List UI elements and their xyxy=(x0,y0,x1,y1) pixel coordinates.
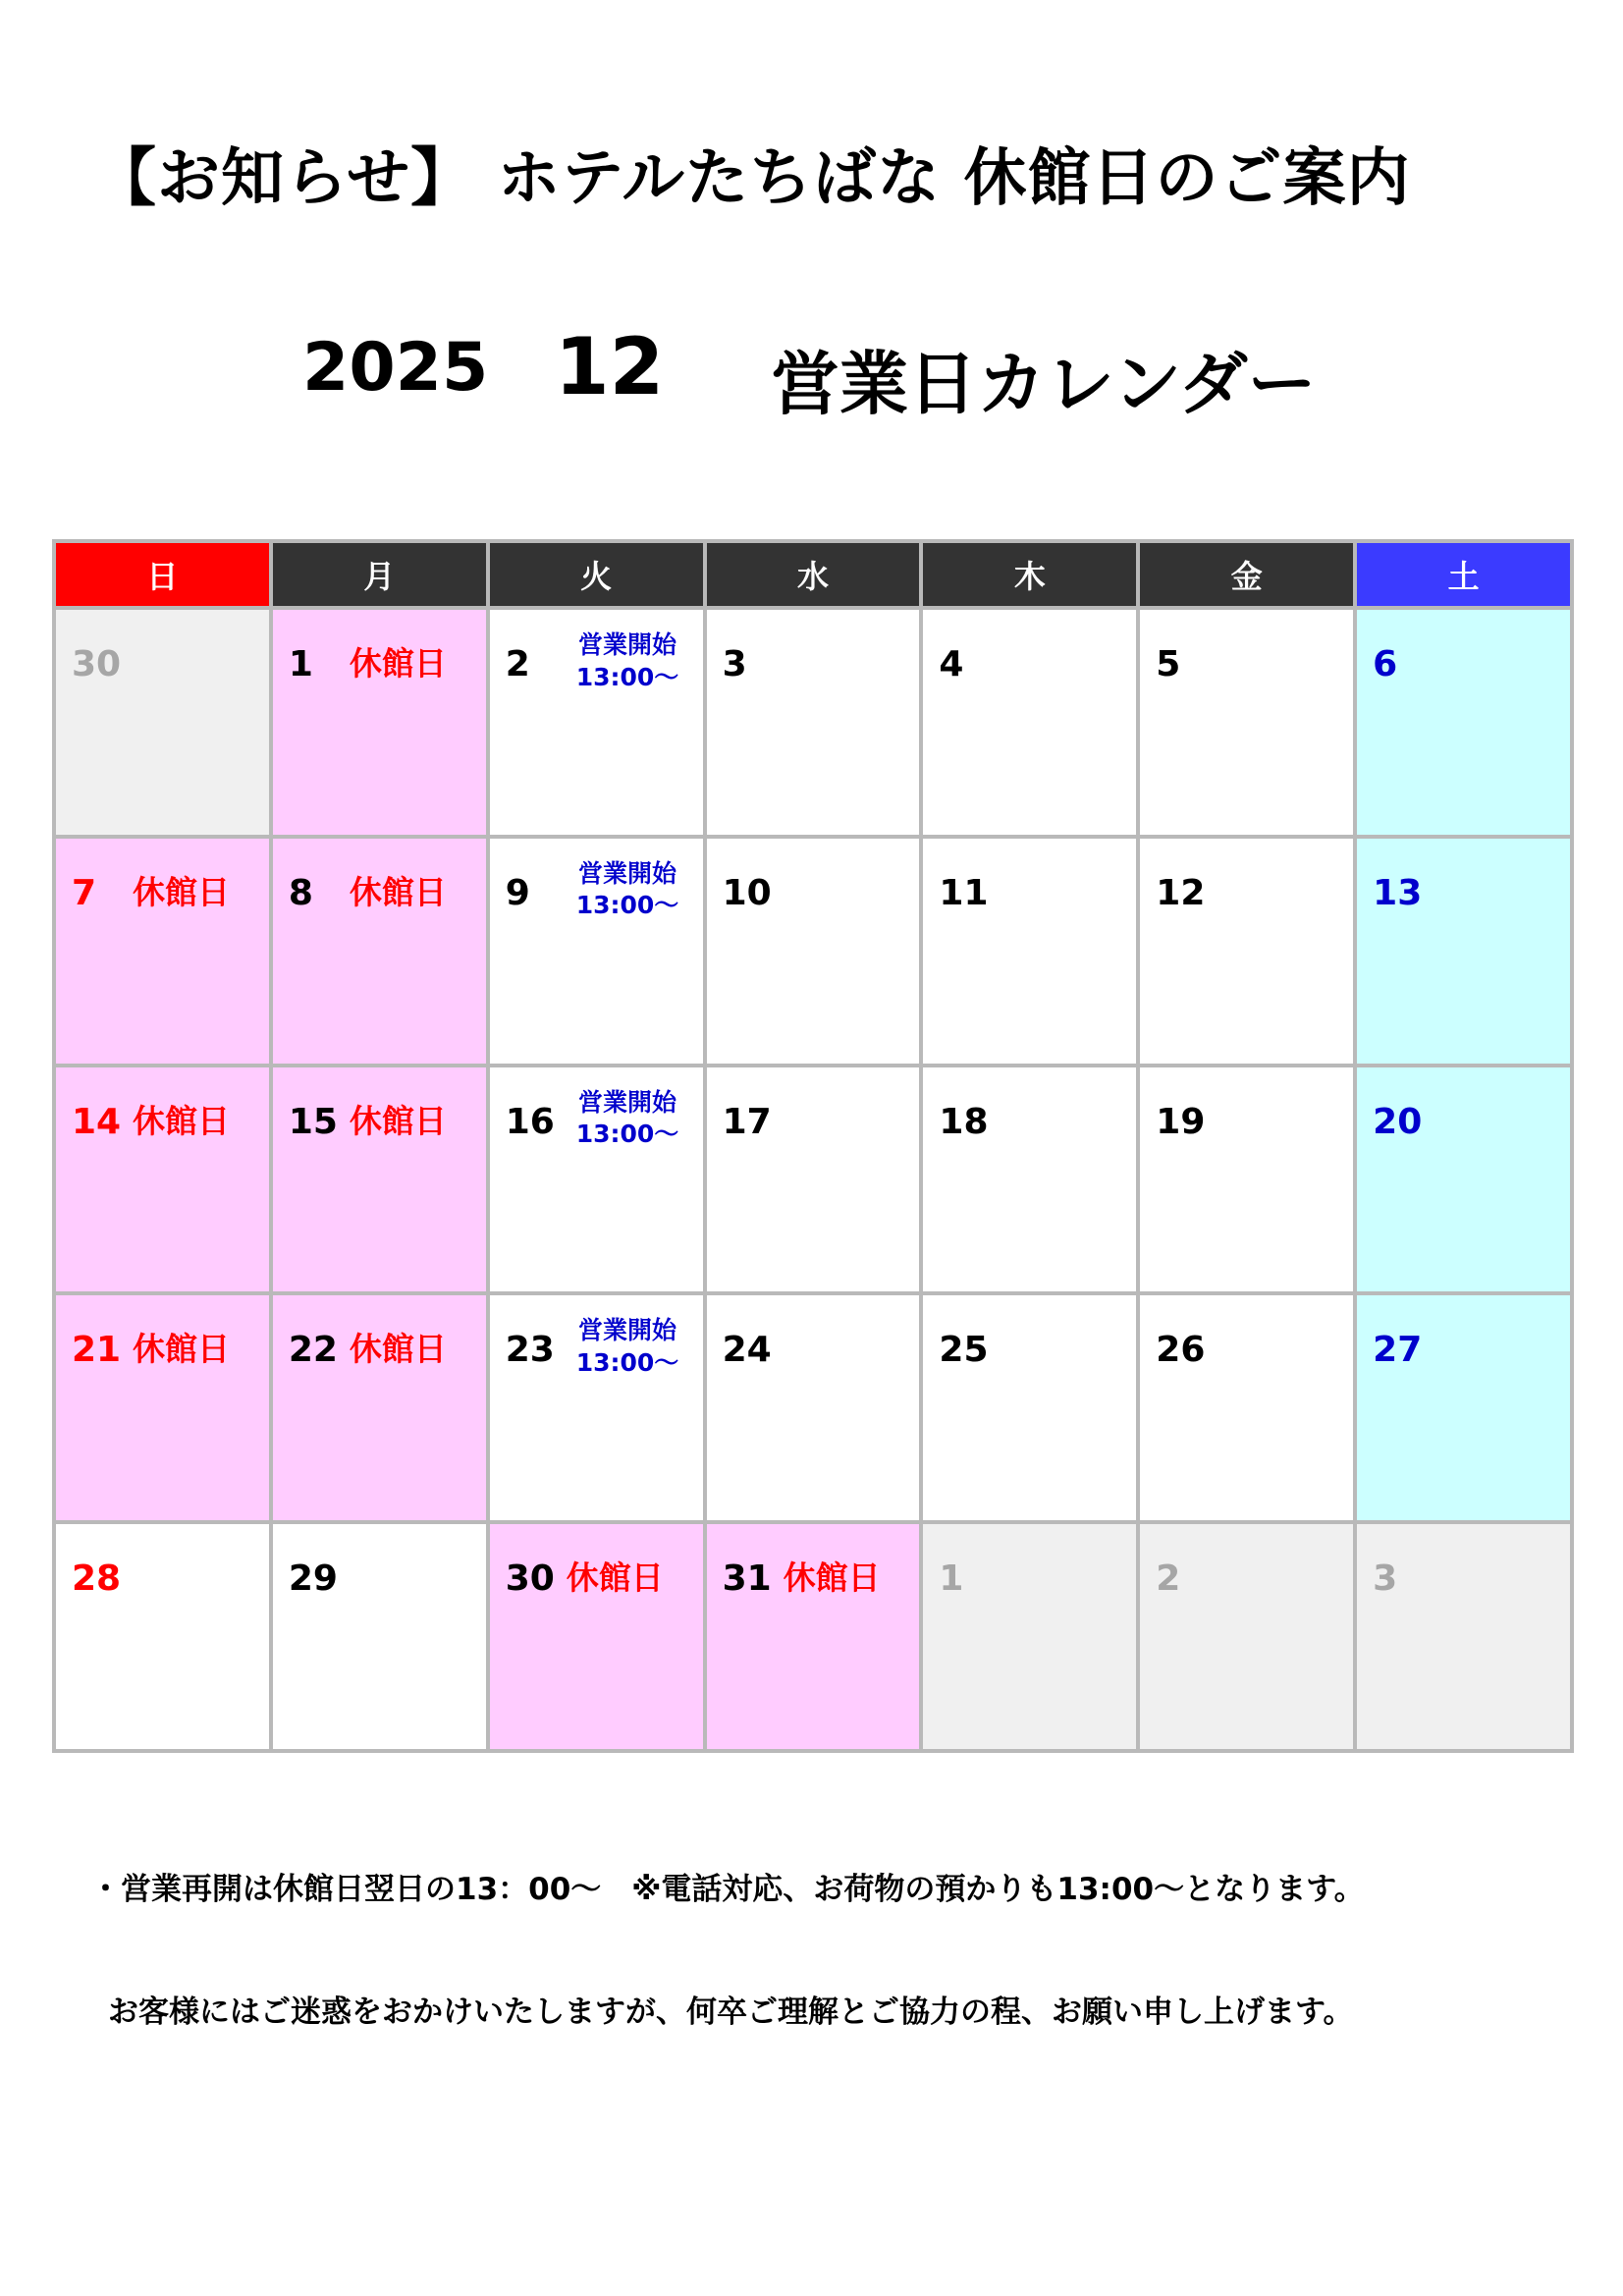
calendar-day-cell xyxy=(707,1524,920,1749)
day-number: 2 xyxy=(505,644,530,684)
calendar-day-cell xyxy=(273,610,486,835)
calendar-day-cell xyxy=(1357,839,1570,1064)
calendar-day-cell xyxy=(56,1524,269,1749)
calendar-day-cell xyxy=(923,1524,1136,1749)
calendar-day-cell xyxy=(56,1067,269,1292)
day-number: 7 xyxy=(72,872,97,913)
weekday-header: 木 xyxy=(923,543,1136,606)
closed-label: 休館日 xyxy=(349,1330,447,1369)
calendar-day-cell xyxy=(1140,1067,1353,1292)
calendar-day-cell xyxy=(1357,1295,1570,1520)
opening-time-note xyxy=(576,629,679,693)
calendar-day-cell xyxy=(490,1295,703,1520)
opening-time: 13:00〜 xyxy=(575,1347,679,1377)
closed-label: 休館日 xyxy=(783,1558,881,1598)
calendar-day-cell xyxy=(273,1524,486,1749)
closed-label: 休館日 xyxy=(349,872,447,911)
calendar-day-cell xyxy=(490,839,703,1064)
opening-time: 13:00〜 xyxy=(575,891,679,920)
calendar-day-cell xyxy=(1357,1067,1570,1292)
calendar-day-cell xyxy=(490,1067,703,1292)
day-number: 27 xyxy=(1373,1330,1423,1371)
calendar-day-cell xyxy=(273,1295,486,1520)
calendar-day-cell xyxy=(56,610,269,835)
calendar-year: 2025 xyxy=(302,329,489,407)
calendar-day-cell xyxy=(707,1067,920,1292)
day-number: 10 xyxy=(722,872,772,913)
closed-label: 休館日 xyxy=(566,1558,664,1598)
day-number: 30 xyxy=(505,1558,555,1600)
closed-label: 休館日 xyxy=(133,872,230,911)
day-number: 2 xyxy=(1156,1558,1181,1600)
calendar-day-cell xyxy=(1140,610,1353,835)
day-number: 30 xyxy=(72,644,122,684)
closed-label: 休館日 xyxy=(133,1101,230,1140)
opening-label: 営業開始 xyxy=(577,1316,676,1345)
calendar-day-cell xyxy=(1140,839,1353,1064)
calendar-day-cell xyxy=(923,1295,1136,1520)
business-calendar xyxy=(52,539,1574,1753)
day-number: 16 xyxy=(505,1101,555,1142)
weekday-header: 水 xyxy=(707,543,920,606)
opening-time-note xyxy=(576,1087,679,1151)
day-number: 13 xyxy=(1373,872,1423,913)
day-number: 15 xyxy=(288,1101,338,1142)
opening-time-note xyxy=(576,1315,679,1379)
calendar-day-cell xyxy=(1140,1524,1353,1749)
day-number: 21 xyxy=(72,1330,122,1371)
day-number: 29 xyxy=(288,1558,338,1600)
calendar-heading xyxy=(0,321,1623,427)
calendar-day-cell xyxy=(490,1524,703,1749)
calendar-day-cell xyxy=(1357,610,1570,835)
day-number: 8 xyxy=(288,872,313,913)
calendar-day-cell xyxy=(923,839,1136,1064)
weekday-header: 火 xyxy=(490,543,703,606)
opening-time: 13:00〜 xyxy=(575,1120,679,1149)
page-title: 【お知らせ】 ホテルたちばな 休館日のご案内 xyxy=(93,142,1411,215)
notice-reopening: ・営業再開は休館日翌日の13：00〜 ※電話対応、お荷物の預かりも13:00〜となります。 xyxy=(90,1872,1365,1907)
day-number: 4 xyxy=(939,644,964,684)
opening-label: 営業開始 xyxy=(577,1087,676,1117)
calendar-day-cell xyxy=(56,1295,269,1520)
weekday-header: 金 xyxy=(1140,543,1353,606)
day-number: 26 xyxy=(1156,1330,1206,1371)
calendar-day-cell xyxy=(1140,1295,1353,1520)
calendar-day-cell xyxy=(490,610,703,835)
notice-apology: お客様にはご迷惑をおかけいたしますが、何卒ご理解とご協力の程、お願い申し上げます。 xyxy=(108,1995,1354,2030)
day-number: 17 xyxy=(722,1101,772,1142)
day-number: 9 xyxy=(505,872,530,913)
calendar-day-cell xyxy=(1357,1524,1570,1749)
day-number: 3 xyxy=(722,644,747,684)
closed-label: 休館日 xyxy=(349,1101,447,1140)
day-number: 3 xyxy=(1373,1558,1398,1600)
day-number: 14 xyxy=(72,1101,122,1142)
day-number: 20 xyxy=(1373,1101,1423,1142)
weekday-header: 日 xyxy=(56,543,269,606)
opening-label: 営業開始 xyxy=(577,630,676,659)
day-number: 19 xyxy=(1156,1101,1206,1142)
calendar-day-cell xyxy=(707,610,920,835)
calendar-day-cell xyxy=(707,1295,920,1520)
calendar-month: 12 xyxy=(555,321,665,412)
day-number: 1 xyxy=(288,644,313,684)
closed-label: 休館日 xyxy=(133,1330,230,1369)
calendar-day-cell xyxy=(923,610,1136,835)
day-number: 11 xyxy=(939,872,989,913)
day-number: 5 xyxy=(1156,644,1181,684)
calendar-day-cell xyxy=(273,839,486,1064)
day-number: 23 xyxy=(505,1330,555,1371)
calendar-day-cell xyxy=(273,1067,486,1292)
opening-time-note xyxy=(576,858,679,922)
day-number: 18 xyxy=(939,1101,989,1142)
opening-label: 営業開始 xyxy=(577,858,676,888)
day-number: 31 xyxy=(722,1558,772,1600)
closed-label: 休館日 xyxy=(349,644,447,683)
day-number: 1 xyxy=(939,1558,964,1600)
calendar-day-cell xyxy=(707,839,920,1064)
day-number: 25 xyxy=(939,1330,989,1371)
weekday-header: 土 xyxy=(1357,543,1570,606)
calendar-label: 営業日カレンダー xyxy=(771,344,1317,424)
calendar-day-cell xyxy=(923,1067,1136,1292)
weekday-header: 月 xyxy=(273,543,486,606)
calendar-day-cell xyxy=(56,839,269,1064)
day-number: 6 xyxy=(1373,644,1398,684)
day-number: 24 xyxy=(722,1330,772,1371)
day-number: 28 xyxy=(72,1558,122,1600)
day-number: 22 xyxy=(288,1330,338,1371)
day-number: 12 xyxy=(1156,872,1206,913)
opening-time: 13:00〜 xyxy=(575,662,679,691)
